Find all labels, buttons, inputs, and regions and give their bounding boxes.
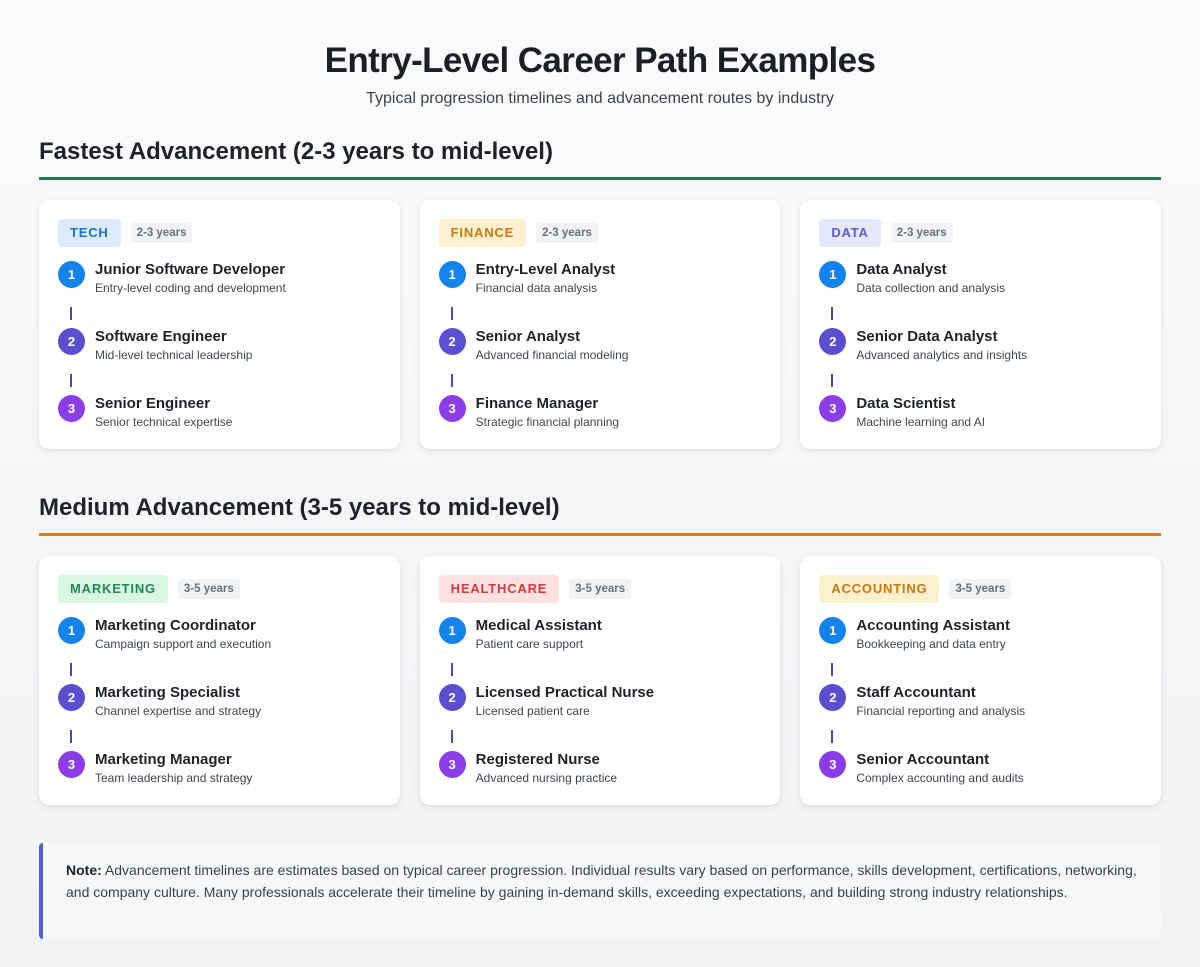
page-title: Entry-Level Career Path Examples [324, 41, 876, 80]
step-connector [819, 656, 1142, 683]
step-description: Bookkeeping and data entry [856, 637, 1006, 651]
step-description: Licensed patient care [475, 704, 590, 718]
step-connector [58, 367, 381, 394]
step-description: Financial data analysis [475, 281, 598, 295]
career-card-marketing [39, 556, 400, 805]
step-text [95, 683, 261, 719]
step-title: Medical Assistant [475, 617, 602, 634]
step-text [856, 683, 1025, 719]
step-description: Advanced financial modeling [475, 348, 629, 362]
industry-tag: DATA [819, 219, 880, 247]
step-title: Marketing Specialist [95, 684, 241, 701]
step-number-badge: 3 [58, 395, 85, 422]
career-step [439, 260, 762, 300]
step-number-badge: 1 [439, 617, 466, 644]
medium-advancement-cards [39, 556, 1161, 805]
connector-line [451, 374, 453, 387]
step-number-badge: 3 [439, 395, 466, 422]
step-number-badge: 2 [58, 328, 85, 355]
step-title: Marketing Coordinator [95, 617, 256, 634]
step-text [856, 327, 1027, 363]
career-card-accounting [800, 556, 1161, 805]
card-header [58, 219, 381, 247]
page-subtitle: Typical progression timelines and advancement routes by industry [366, 90, 834, 107]
duration-badge: 3-5 years [569, 579, 631, 599]
step-connector [439, 300, 762, 327]
step-connector [439, 723, 762, 750]
step-description: Advanced nursing practice [475, 771, 618, 785]
step-description: Senior technical expertise [95, 415, 233, 429]
step-title: Entry-Level Analyst [475, 261, 616, 278]
step-text [476, 683, 654, 719]
career-step [819, 750, 1142, 790]
step-title: Staff Accountant [856, 684, 976, 701]
step-title: Data Scientist [856, 395, 956, 412]
step-connector [58, 723, 381, 750]
career-step [819, 260, 1142, 300]
industry-tag: MARKETING [58, 575, 168, 603]
note-label: Note: [66, 862, 102, 878]
step-title: Junior Software Developer [95, 261, 286, 278]
step-text [856, 394, 985, 430]
step-text [476, 260, 616, 296]
career-card-tech [39, 200, 400, 449]
industry-tag: HEALTHCARE [439, 575, 560, 603]
step-text [476, 394, 619, 430]
step-connector [439, 656, 762, 683]
step-text [856, 750, 1023, 786]
career-card-healthcare [420, 556, 781, 805]
connector-line [70, 663, 72, 676]
step-text [856, 616, 1010, 652]
career-step [819, 616, 1142, 656]
fast-advancement-cards [39, 200, 1161, 449]
step-connector [439, 367, 762, 394]
step-title: Senior Engineer [95, 395, 211, 412]
career-step [819, 683, 1142, 723]
card-header [439, 575, 762, 603]
step-text [856, 260, 1005, 296]
step-number-badge: 1 [819, 261, 846, 288]
step-description: Machine learning and AI [856, 415, 986, 429]
connector-line [451, 307, 453, 320]
step-title: Senior Accountant [856, 751, 990, 768]
industry-tag: TECH [58, 219, 121, 247]
career-step [439, 750, 762, 790]
connector-line [831, 730, 833, 743]
connector-line [70, 374, 72, 387]
connector-line [451, 663, 453, 676]
career-card-finance [420, 200, 781, 449]
step-connector [58, 300, 381, 327]
duration-badge: 2-3 years [536, 223, 598, 243]
note-box [39, 843, 1161, 939]
step-text [476, 327, 629, 363]
page-header [39, 0, 1161, 109]
step-text [95, 750, 252, 786]
connector-line [831, 307, 833, 320]
step-number-badge: 3 [439, 751, 466, 778]
step-description: Team leadership and strategy [95, 771, 253, 785]
career-step [58, 394, 381, 434]
step-description: Entry-level coding and development [95, 281, 286, 295]
note-text: Advancement timelines are estimates based on typical career progression. Individual results vary based on performance, skills development, certifications, networking, and company culture. Many professionals accelerate their timeline by gaining in-demand skills, exceeding expectations, and building strong industry relationships. [66, 862, 1137, 900]
step-number-badge: 2 [439, 684, 466, 711]
step-text [476, 750, 617, 786]
career-step [58, 260, 381, 300]
connector-line [831, 374, 833, 387]
duration-badge: 2-3 years [891, 223, 953, 243]
duration-badge: 3-5 years [949, 579, 1011, 599]
step-title: Finance Manager [475, 395, 599, 412]
step-number-badge: 3 [819, 751, 846, 778]
step-number-badge: 2 [819, 328, 846, 355]
step-connector [819, 723, 1142, 750]
career-step [58, 750, 381, 790]
career-steps [439, 616, 762, 790]
step-description: Advanced analytics and insights [856, 348, 1028, 362]
career-step [439, 394, 762, 434]
step-description: Complex accounting and audits [856, 771, 1024, 785]
career-step [439, 327, 762, 367]
step-number-badge: 1 [58, 261, 85, 288]
step-text [95, 260, 286, 296]
step-connector [819, 367, 1142, 394]
step-title: Marketing Manager [95, 751, 232, 768]
step-connector [819, 300, 1142, 327]
step-description: Campaign support and execution [95, 637, 272, 651]
career-step [58, 327, 381, 367]
step-number-badge: 1 [58, 617, 85, 644]
duration-badge: 2-3 years [131, 223, 193, 243]
step-title: Software Engineer [95, 328, 227, 345]
step-number-badge: 1 [439, 261, 466, 288]
step-title: Accounting Assistant [856, 617, 1010, 634]
career-steps [439, 260, 762, 434]
step-text [95, 327, 252, 363]
page [39, 0, 1161, 939]
step-title: Senior Data Analyst [856, 328, 998, 345]
step-description: Channel expertise and strategy [95, 704, 262, 718]
career-steps [58, 260, 381, 434]
career-step [819, 327, 1142, 367]
connector-line [451, 730, 453, 743]
connector-line [831, 663, 833, 676]
step-title: Registered Nurse [475, 751, 600, 768]
step-title: Data Analyst [856, 261, 947, 278]
card-header [819, 219, 1142, 247]
step-number-badge: 3 [58, 751, 85, 778]
career-step [819, 394, 1142, 434]
step-title: Senior Analyst [475, 328, 581, 345]
card-header [819, 575, 1142, 603]
step-description: Financial reporting and analysis [856, 704, 1026, 718]
step-description: Data collection and analysis [856, 281, 1006, 295]
duration-badge: 3-5 years [178, 579, 240, 599]
step-number-badge: 2 [439, 328, 466, 355]
step-description: Strategic financial planning [475, 415, 620, 429]
step-text [95, 616, 271, 652]
step-text [95, 394, 232, 430]
connector-line [70, 307, 72, 320]
card-header [439, 219, 762, 247]
career-step [58, 683, 381, 723]
career-steps [58, 616, 381, 790]
connector-line [70, 730, 72, 743]
career-steps [819, 616, 1142, 790]
step-number-badge: 3 [819, 395, 846, 422]
step-number-badge: 2 [819, 684, 846, 711]
step-description: Patient care support [475, 637, 584, 651]
fast-advancement-heading: Fastest Advancement (2-3 years to mid-level) [39, 137, 1161, 180]
industry-tag: FINANCE [439, 219, 526, 247]
step-title: Licensed Practical Nurse [475, 684, 655, 701]
step-number-badge: 2 [58, 684, 85, 711]
sections-container [39, 137, 1161, 805]
step-connector [58, 656, 381, 683]
career-step [439, 683, 762, 723]
step-description: Mid-level technical leadership [95, 348, 253, 362]
career-step [439, 616, 762, 656]
medium-advancement-heading: Medium Advancement (3-5 years to mid-level) [39, 493, 1161, 536]
step-text [476, 616, 602, 652]
step-number-badge: 1 [819, 617, 846, 644]
career-step [58, 616, 381, 656]
career-card-data [800, 200, 1161, 449]
industry-tag: ACCOUNTING [819, 575, 939, 603]
career-steps [819, 260, 1142, 434]
card-header [58, 575, 381, 603]
